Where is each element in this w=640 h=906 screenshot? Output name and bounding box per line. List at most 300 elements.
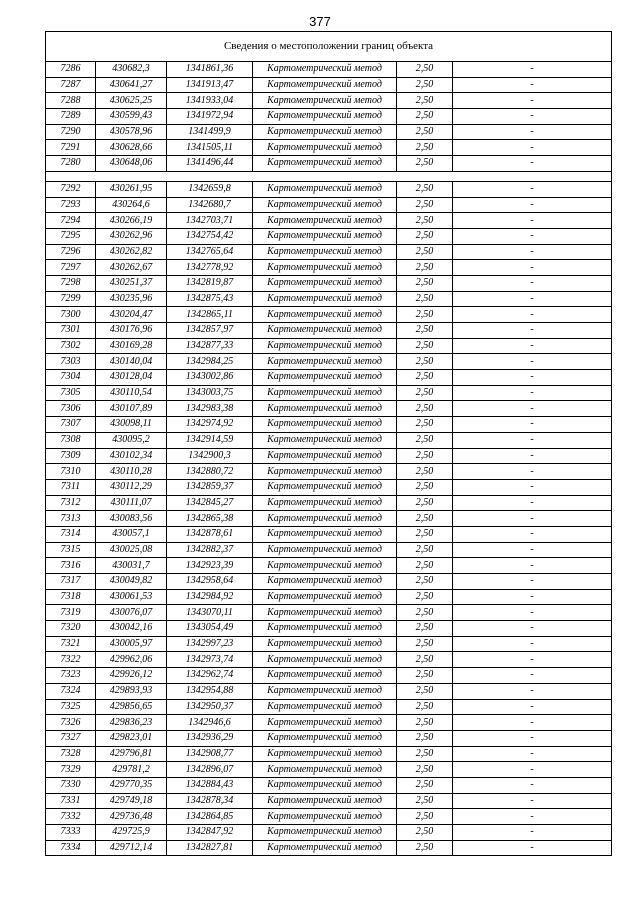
table-row xyxy=(46,323,612,339)
x-coordinate-cell: 430102,34 xyxy=(96,448,167,464)
point-number-cell: 7315 xyxy=(46,542,96,558)
method-cell: Картометрический метод xyxy=(253,401,397,417)
table-row xyxy=(46,746,612,762)
table-row xyxy=(46,213,612,229)
point-number-cell: 7330 xyxy=(46,777,96,793)
point-number-cell: 7318 xyxy=(46,589,96,605)
method-cell: Картометрический метод xyxy=(253,62,397,78)
accuracy-cell: 2,50 xyxy=(397,140,453,156)
point-number-cell: 7316 xyxy=(46,558,96,574)
x-coordinate-cell: 430005,97 xyxy=(96,636,167,652)
description-cell: - xyxy=(453,109,612,125)
accuracy-cell: 2,50 xyxy=(397,699,453,715)
y-coordinate-cell: 1342884,43 xyxy=(167,777,253,793)
x-coordinate-cell: 430031,7 xyxy=(96,558,167,574)
table-row xyxy=(46,793,612,809)
point-number-cell: 7334 xyxy=(46,840,96,856)
point-number-cell: 7300 xyxy=(46,307,96,323)
description-cell: - xyxy=(453,825,612,841)
x-coordinate-cell: 430266,19 xyxy=(96,213,167,229)
table-row xyxy=(46,77,612,93)
table-row xyxy=(46,291,612,307)
x-coordinate-cell: 430140,04 xyxy=(96,354,167,370)
table-row xyxy=(46,307,612,323)
table-row xyxy=(46,589,612,605)
x-coordinate-cell: 430176,96 xyxy=(96,323,167,339)
method-cell: Картометрический метод xyxy=(253,197,397,213)
y-coordinate-cell: 1343003,75 xyxy=(167,385,253,401)
x-coordinate-cell: 430076,07 xyxy=(96,605,167,621)
group-separator xyxy=(46,171,612,181)
point-number-cell: 7308 xyxy=(46,432,96,448)
method-cell: Картометрический метод xyxy=(253,605,397,621)
description-cell: - xyxy=(453,432,612,448)
method-cell: Картометрический метод xyxy=(253,762,397,778)
description-cell: - xyxy=(453,511,612,527)
accuracy-cell: 2,50 xyxy=(397,448,453,464)
accuracy-cell: 2,50 xyxy=(397,777,453,793)
method-cell: Картометрический метод xyxy=(253,124,397,140)
method-cell: Картометрический метод xyxy=(253,479,397,495)
point-number-cell: 7311 xyxy=(46,479,96,495)
accuracy-cell: 2,50 xyxy=(397,652,453,668)
description-cell: - xyxy=(453,124,612,140)
y-coordinate-cell: 1343002,86 xyxy=(167,370,253,386)
x-coordinate-cell: 430261,95 xyxy=(96,181,167,197)
method-cell: Картометрический метод xyxy=(253,699,397,715)
point-number-cell: 7310 xyxy=(46,464,96,480)
point-number-cell: 7331 xyxy=(46,793,96,809)
y-coordinate-cell: 1342819,87 xyxy=(167,275,253,291)
y-coordinate-cell: 1342865,11 xyxy=(167,307,253,323)
method-cell: Картометрический метод xyxy=(253,574,397,590)
method-cell: Картометрический метод xyxy=(253,668,397,684)
point-number-cell: 7297 xyxy=(46,260,96,276)
x-coordinate-cell: 429893,93 xyxy=(96,683,167,699)
accuracy-cell: 2,50 xyxy=(397,715,453,731)
table-row xyxy=(46,621,612,637)
method-cell: Картометрический метод xyxy=(253,338,397,354)
description-cell: - xyxy=(453,62,612,78)
accuracy-cell: 2,50 xyxy=(397,197,453,213)
x-coordinate-cell: 430628,66 xyxy=(96,140,167,156)
accuracy-cell: 2,50 xyxy=(397,213,453,229)
accuracy-cell: 2,50 xyxy=(397,558,453,574)
point-number-cell: 7289 xyxy=(46,109,96,125)
method-cell: Картометрический метод xyxy=(253,213,397,229)
accuracy-cell: 2,50 xyxy=(397,683,453,699)
x-coordinate-cell: 429781,2 xyxy=(96,762,167,778)
table-row xyxy=(46,275,612,291)
description-cell: - xyxy=(453,464,612,480)
x-coordinate-cell: 429749,18 xyxy=(96,793,167,809)
accuracy-cell: 2,50 xyxy=(397,93,453,109)
point-number-cell: 7325 xyxy=(46,699,96,715)
accuracy-cell: 2,50 xyxy=(397,793,453,809)
point-number-cell: 7291 xyxy=(46,140,96,156)
table-row xyxy=(46,124,612,140)
table-row xyxy=(46,479,612,495)
description-cell: - xyxy=(453,354,612,370)
y-coordinate-cell: 1342765,64 xyxy=(167,244,253,260)
y-coordinate-cell: 1341933,04 xyxy=(167,93,253,109)
accuracy-cell: 2,50 xyxy=(397,260,453,276)
description-cell: - xyxy=(453,762,612,778)
y-coordinate-cell: 1341496,44 xyxy=(167,156,253,172)
method-cell: Картометрический метод xyxy=(253,109,397,125)
y-coordinate-cell: 1341499,9 xyxy=(167,124,253,140)
y-coordinate-cell: 1341861,36 xyxy=(167,62,253,78)
accuracy-cell: 2,50 xyxy=(397,495,453,511)
accuracy-cell: 2,50 xyxy=(397,511,453,527)
accuracy-cell: 2,50 xyxy=(397,621,453,637)
accuracy-cell: 2,50 xyxy=(397,156,453,172)
accuracy-cell: 2,50 xyxy=(397,354,453,370)
description-cell: - xyxy=(453,840,612,856)
table-row xyxy=(46,370,612,386)
point-number-cell: 7287 xyxy=(46,77,96,93)
point-number-cell: 7317 xyxy=(46,574,96,590)
description-cell: - xyxy=(453,605,612,621)
accuracy-cell: 2,50 xyxy=(397,244,453,260)
x-coordinate-cell: 430262,82 xyxy=(96,244,167,260)
point-number-cell: 7321 xyxy=(46,636,96,652)
y-coordinate-cell: 1342878,61 xyxy=(167,526,253,542)
table-row xyxy=(46,432,612,448)
x-coordinate-cell: 430095,2 xyxy=(96,432,167,448)
x-coordinate-cell: 430169,28 xyxy=(96,338,167,354)
point-number-cell: 7328 xyxy=(46,746,96,762)
method-cell: Картометрический метод xyxy=(253,683,397,699)
method-cell: Картометрический метод xyxy=(253,777,397,793)
description-cell: - xyxy=(453,526,612,542)
y-coordinate-cell: 1342936,29 xyxy=(167,730,253,746)
x-coordinate-cell: 429770,35 xyxy=(96,777,167,793)
x-coordinate-cell: 430262,96 xyxy=(96,228,167,244)
table-row xyxy=(46,825,612,841)
method-cell: Картометрический метод xyxy=(253,291,397,307)
y-coordinate-cell: 1342900,3 xyxy=(167,448,253,464)
point-number-cell: 7296 xyxy=(46,244,96,260)
y-coordinate-cell: 1342983,38 xyxy=(167,401,253,417)
method-cell: Картометрический метод xyxy=(253,140,397,156)
method-cell: Картометрический метод xyxy=(253,181,397,197)
method-cell: Картометрический метод xyxy=(253,511,397,527)
accuracy-cell: 2,50 xyxy=(397,307,453,323)
method-cell: Картометрический метод xyxy=(253,840,397,856)
description-cell: - xyxy=(453,213,612,229)
y-coordinate-cell: 1342984,92 xyxy=(167,589,253,605)
y-coordinate-cell: 1342962,74 xyxy=(167,668,253,684)
x-coordinate-cell: 430625,25 xyxy=(96,93,167,109)
accuracy-cell: 2,50 xyxy=(397,464,453,480)
y-coordinate-cell: 1342954,88 xyxy=(167,683,253,699)
table-row xyxy=(46,338,612,354)
method-cell: Картометрический метод xyxy=(253,228,397,244)
x-coordinate-cell: 430264,6 xyxy=(96,197,167,213)
description-cell: - xyxy=(453,652,612,668)
accuracy-cell: 2,50 xyxy=(397,77,453,93)
method-cell: Картометрический метод xyxy=(253,793,397,809)
table-row xyxy=(46,636,612,652)
description-cell: - xyxy=(453,715,612,731)
description-cell: - xyxy=(453,197,612,213)
point-number-cell: 7313 xyxy=(46,511,96,527)
point-number-cell: 7332 xyxy=(46,809,96,825)
method-cell: Картометрический метод xyxy=(253,652,397,668)
point-number-cell: 7322 xyxy=(46,652,96,668)
method-cell: Картометрический метод xyxy=(253,825,397,841)
point-number-cell: 7286 xyxy=(46,62,96,78)
x-coordinate-cell: 430061,53 xyxy=(96,589,167,605)
description-cell: - xyxy=(453,589,612,605)
method-cell: Картометрический метод xyxy=(253,495,397,511)
table-row xyxy=(46,715,612,731)
description-cell: - xyxy=(453,181,612,197)
accuracy-cell: 2,50 xyxy=(397,432,453,448)
boundary-table xyxy=(45,31,612,856)
accuracy-cell: 2,50 xyxy=(397,275,453,291)
method-cell: Картометрический метод xyxy=(253,526,397,542)
description-cell: - xyxy=(453,244,612,260)
table-row xyxy=(46,840,612,856)
x-coordinate-cell: 430107,89 xyxy=(96,401,167,417)
y-coordinate-cell: 1342880,72 xyxy=(167,464,253,480)
y-coordinate-cell: 1341913,47 xyxy=(167,77,253,93)
description-cell: - xyxy=(453,93,612,109)
point-number-cell: 7312 xyxy=(46,495,96,511)
page-number: 377 xyxy=(309,14,331,29)
table-header-row xyxy=(46,32,612,62)
point-number-cell: 7288 xyxy=(46,93,96,109)
y-coordinate-cell: 1343054,49 xyxy=(167,621,253,637)
point-number-cell: 7295 xyxy=(46,228,96,244)
description-cell: - xyxy=(453,542,612,558)
table-row xyxy=(46,511,612,527)
point-number-cell: 7293 xyxy=(46,197,96,213)
y-coordinate-cell: 1342974,92 xyxy=(167,417,253,433)
x-coordinate-cell: 429836,23 xyxy=(96,715,167,731)
accuracy-cell: 2,50 xyxy=(397,589,453,605)
accuracy-cell: 2,50 xyxy=(397,730,453,746)
x-coordinate-cell: 430599,43 xyxy=(96,109,167,125)
accuracy-cell: 2,50 xyxy=(397,370,453,386)
table-title: Сведения о местоположении границ объекта xyxy=(46,32,612,62)
y-coordinate-cell: 1342827,81 xyxy=(167,840,253,856)
point-number-cell: 7303 xyxy=(46,354,96,370)
method-cell: Картометрический метод xyxy=(253,542,397,558)
x-coordinate-cell: 429926,12 xyxy=(96,668,167,684)
description-cell: - xyxy=(453,793,612,809)
description-cell: - xyxy=(453,260,612,276)
y-coordinate-cell: 1342950,37 xyxy=(167,699,253,715)
method-cell: Картометрический метод xyxy=(253,156,397,172)
method-cell: Картометрический метод xyxy=(253,323,397,339)
y-coordinate-cell: 1342847,92 xyxy=(167,825,253,841)
point-number-cell: 7320 xyxy=(46,621,96,637)
description-cell: - xyxy=(453,291,612,307)
table-row xyxy=(46,574,612,590)
point-number-cell: 7304 xyxy=(46,370,96,386)
description-cell: - xyxy=(453,636,612,652)
point-number-cell: 7299 xyxy=(46,291,96,307)
point-number-cell: 7307 xyxy=(46,417,96,433)
table-row xyxy=(46,464,612,480)
method-cell: Картометрический метод xyxy=(253,417,397,433)
y-coordinate-cell: 1342896,07 xyxy=(167,762,253,778)
method-cell: Картометрический метод xyxy=(253,636,397,652)
y-coordinate-cell: 1342958,64 xyxy=(167,574,253,590)
method-cell: Картометрический метод xyxy=(253,730,397,746)
accuracy-cell: 2,50 xyxy=(397,809,453,825)
method-cell: Картометрический метод xyxy=(253,93,397,109)
y-coordinate-cell: 1342865,38 xyxy=(167,511,253,527)
description-cell: - xyxy=(453,140,612,156)
method-cell: Картометрический метод xyxy=(253,746,397,762)
description-cell: - xyxy=(453,156,612,172)
point-number-cell: 7302 xyxy=(46,338,96,354)
y-coordinate-cell: 1342878,34 xyxy=(167,793,253,809)
description-cell: - xyxy=(453,777,612,793)
x-coordinate-cell: 430128,04 xyxy=(96,370,167,386)
y-coordinate-cell: 1342659,8 xyxy=(167,181,253,197)
x-coordinate-cell: 429962,06 xyxy=(96,652,167,668)
method-cell: Картометрический метод xyxy=(253,77,397,93)
method-cell: Картометрический метод xyxy=(253,589,397,605)
method-cell: Картометрический метод xyxy=(253,354,397,370)
x-coordinate-cell: 430042,16 xyxy=(96,621,167,637)
y-coordinate-cell: 1342882,37 xyxy=(167,542,253,558)
accuracy-cell: 2,50 xyxy=(397,385,453,401)
method-cell: Картометрический метод xyxy=(253,464,397,480)
table-row xyxy=(46,62,612,78)
x-coordinate-cell: 430110,28 xyxy=(96,464,167,480)
method-cell: Картометрический метод xyxy=(253,260,397,276)
y-coordinate-cell: 1343070,11 xyxy=(167,605,253,621)
point-number-cell: 7294 xyxy=(46,213,96,229)
method-cell: Картометрический метод xyxy=(253,621,397,637)
table-row xyxy=(46,244,612,260)
table-row xyxy=(46,93,612,109)
description-cell: - xyxy=(453,417,612,433)
point-number-cell: 7305 xyxy=(46,385,96,401)
x-coordinate-cell: 430110,54 xyxy=(96,385,167,401)
table-row xyxy=(46,809,612,825)
accuracy-cell: 2,50 xyxy=(397,526,453,542)
accuracy-cell: 2,50 xyxy=(397,323,453,339)
y-coordinate-cell: 1342859,37 xyxy=(167,479,253,495)
y-coordinate-cell: 1342875,43 xyxy=(167,291,253,307)
y-coordinate-cell: 1342703,71 xyxy=(167,213,253,229)
description-cell: - xyxy=(453,307,612,323)
description-cell: - xyxy=(453,574,612,590)
x-coordinate-cell: 429736,48 xyxy=(96,809,167,825)
point-number-cell: 7306 xyxy=(46,401,96,417)
x-coordinate-cell: 429796,81 xyxy=(96,746,167,762)
table-row xyxy=(46,542,612,558)
description-cell: - xyxy=(453,275,612,291)
table-row xyxy=(46,448,612,464)
accuracy-cell: 2,50 xyxy=(397,840,453,856)
table-row xyxy=(46,777,612,793)
x-coordinate-cell: 430112,29 xyxy=(96,479,167,495)
y-coordinate-cell: 1342845,27 xyxy=(167,495,253,511)
point-number-cell: 7324 xyxy=(46,683,96,699)
method-cell: Картометрический метод xyxy=(253,448,397,464)
y-coordinate-cell: 1342973,74 xyxy=(167,652,253,668)
table-row xyxy=(46,668,612,684)
description-cell: - xyxy=(453,401,612,417)
y-coordinate-cell: 1342984,25 xyxy=(167,354,253,370)
x-coordinate-cell: 430111,07 xyxy=(96,495,167,511)
x-coordinate-cell: 430098,11 xyxy=(96,417,167,433)
accuracy-cell: 2,50 xyxy=(397,574,453,590)
table-row xyxy=(46,558,612,574)
table-row xyxy=(46,762,612,778)
accuracy-cell: 2,50 xyxy=(397,291,453,307)
description-cell: - xyxy=(453,77,612,93)
table-row xyxy=(46,156,612,172)
x-coordinate-cell: 429856,65 xyxy=(96,699,167,715)
accuracy-cell: 2,50 xyxy=(397,746,453,762)
accuracy-cell: 2,50 xyxy=(397,181,453,197)
point-number-cell: 7292 xyxy=(46,181,96,197)
x-coordinate-cell: 430025,08 xyxy=(96,542,167,558)
table-row xyxy=(46,401,612,417)
method-cell: Картометрический метод xyxy=(253,715,397,731)
accuracy-cell: 2,50 xyxy=(397,542,453,558)
x-coordinate-cell: 430648,06 xyxy=(96,156,167,172)
method-cell: Картометрический метод xyxy=(253,275,397,291)
accuracy-cell: 2,50 xyxy=(397,762,453,778)
accuracy-cell: 2,50 xyxy=(397,825,453,841)
accuracy-cell: 2,50 xyxy=(397,605,453,621)
y-coordinate-cell: 1342778,92 xyxy=(167,260,253,276)
table-row xyxy=(46,605,612,621)
point-number-cell: 7301 xyxy=(46,323,96,339)
table-row xyxy=(46,417,612,433)
description-cell: - xyxy=(453,699,612,715)
table-row xyxy=(46,140,612,156)
point-number-cell: 7326 xyxy=(46,715,96,731)
table-row xyxy=(46,699,612,715)
x-coordinate-cell: 429823,01 xyxy=(96,730,167,746)
y-coordinate-cell: 1342923,39 xyxy=(167,558,253,574)
point-number-cell: 7290 xyxy=(46,124,96,140)
point-number-cell: 7298 xyxy=(46,275,96,291)
x-coordinate-cell: 430262,67 xyxy=(96,260,167,276)
y-coordinate-cell: 1342864,85 xyxy=(167,809,253,825)
description-cell: - xyxy=(453,228,612,244)
point-number-cell: 7280 xyxy=(46,156,96,172)
method-cell: Картометрический метод xyxy=(253,432,397,448)
description-cell: - xyxy=(453,385,612,401)
accuracy-cell: 2,50 xyxy=(397,668,453,684)
method-cell: Картометрический метод xyxy=(253,558,397,574)
accuracy-cell: 2,50 xyxy=(397,109,453,125)
table-body xyxy=(46,32,612,856)
method-cell: Картометрический метод xyxy=(253,244,397,260)
y-coordinate-cell: 1342877,33 xyxy=(167,338,253,354)
table-row xyxy=(46,260,612,276)
point-number-cell: 7314 xyxy=(46,526,96,542)
separator-cell xyxy=(46,171,612,181)
description-cell: - xyxy=(453,746,612,762)
accuracy-cell: 2,50 xyxy=(397,338,453,354)
description-cell: - xyxy=(453,448,612,464)
x-coordinate-cell: 430235,96 xyxy=(96,291,167,307)
point-number-cell: 7329 xyxy=(46,762,96,778)
